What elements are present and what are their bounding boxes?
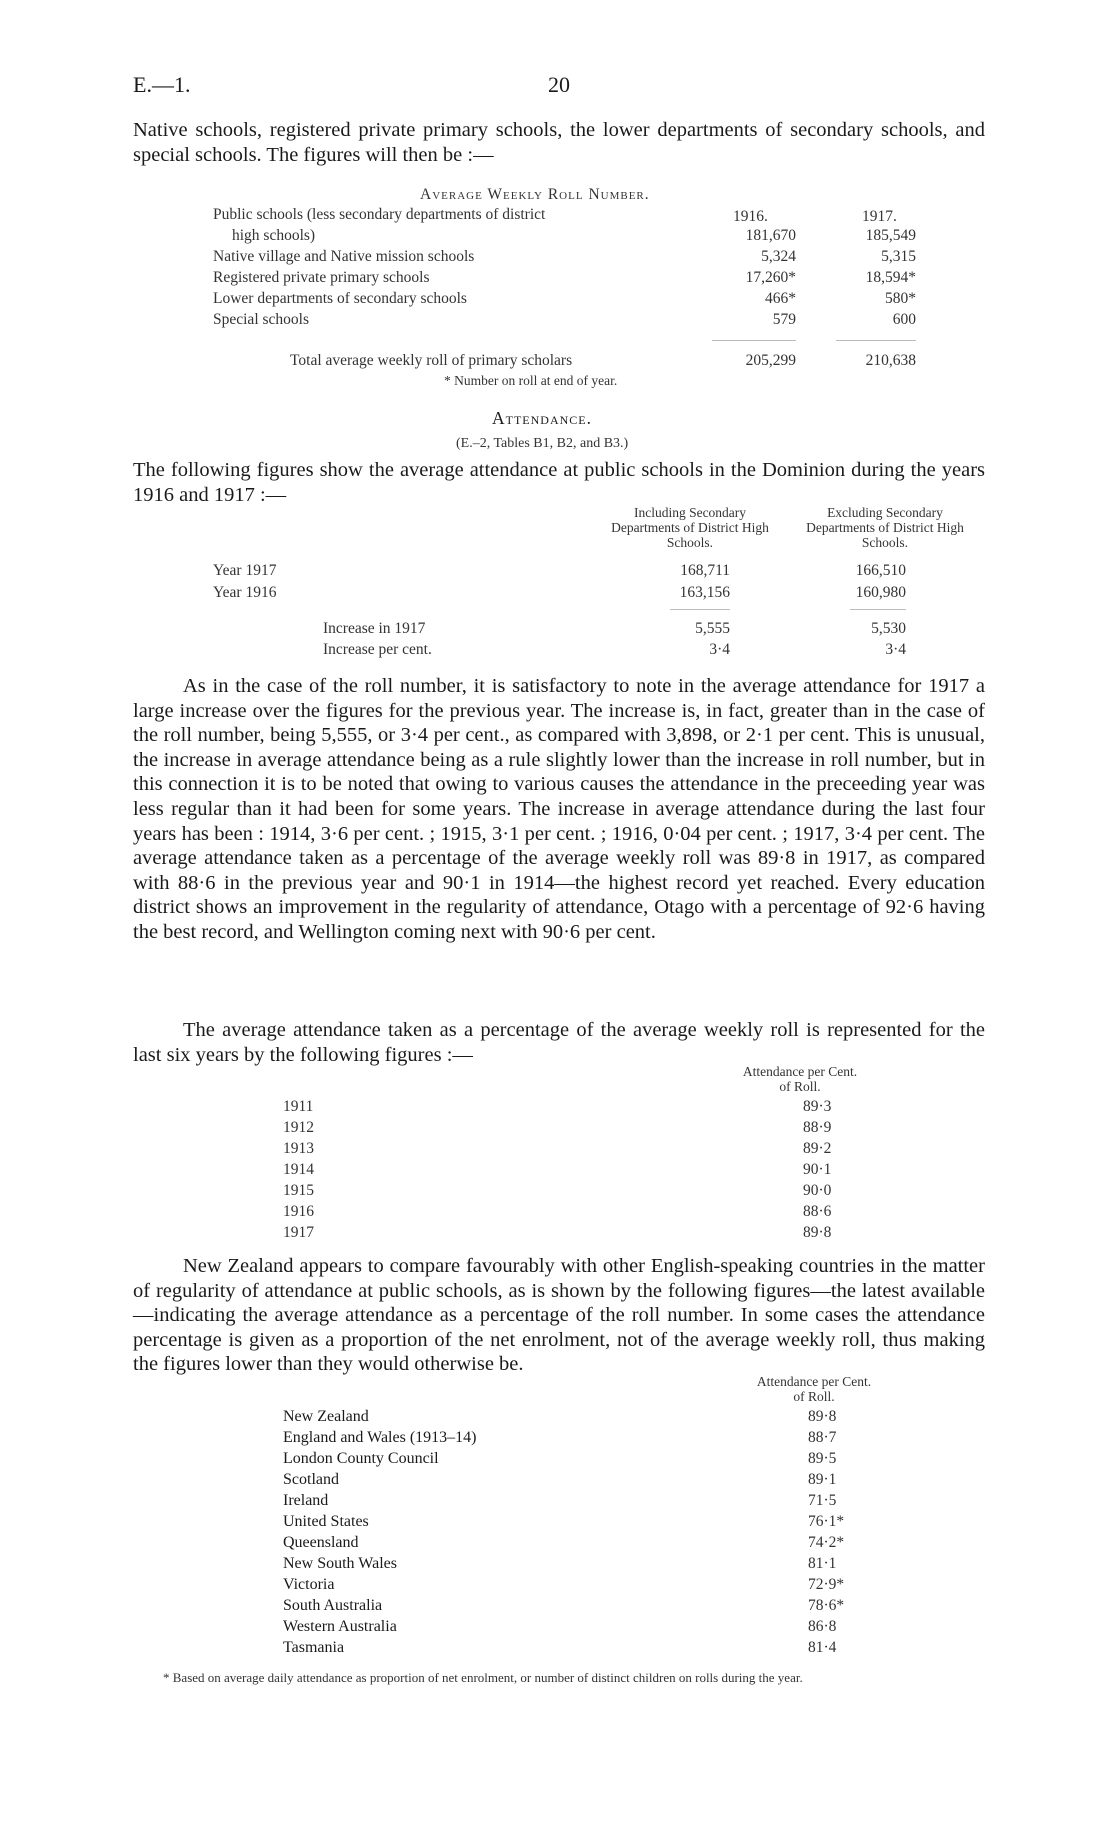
country-value: 81·4 [808, 1639, 837, 1656]
country-value: 72·9* [808, 1576, 845, 1593]
increase-label: Increase in 1917 [323, 620, 426, 637]
roll-row-1917: 600 [892, 311, 916, 328]
years-col-header: Attendance per Cent. of Roll. [742, 1064, 858, 1094]
roll-col-1917: 1917. [862, 208, 897, 225]
total-rule [836, 340, 916, 341]
attendance-intro: The following figures show the average attendance at public schools in the Dominion during the years 1916 and 1917 :— [133, 459, 985, 506]
year-label: 1912 [283, 1119, 314, 1136]
country-name: England and Wales (1913–14) [283, 1429, 477, 1446]
comparison-paragraph: New Zealand appears to compare favourably with other English-speaking countries in the matter of regularity of attendance at public schools, as is shown by the following figures—the latest available—indicating the average attendance as a percentage of the roll number. In some cases the attendance percentage is given as a proportion of the net enrolment, not of the average weekly roll, thus making the figures lower than they would otherwise be. [133, 1255, 985, 1376]
roll-table-title: Average Weekly Roll Number. [420, 186, 650, 203]
attendance-row-incl: 168,711 [680, 562, 730, 579]
roll-row-label: Native village and Native mission schools [213, 248, 475, 265]
roll-total-1916: 205,299 [745, 352, 796, 369]
country-name: Western Australia [283, 1618, 397, 1635]
increase-pct-label: Increase per cent. [323, 641, 432, 658]
col-including-secondary: Including Secondary Departments of District High Schools. [611, 505, 769, 550]
country-value: 76·1* [808, 1513, 845, 1530]
year-label: 1916 [283, 1203, 314, 1220]
attendance-subheading: (E.–2, Tables B1, B2, and B3.) [456, 436, 629, 451]
page-number: 20 [548, 72, 570, 97]
increase-pct-incl: 3·4 [709, 641, 730, 658]
year-value: 89·3 [803, 1098, 832, 1115]
year-value: 88·6 [803, 1203, 832, 1220]
country-name: Tasmania [283, 1639, 345, 1656]
attendance-discussion-paragraph: As in the case of the roll number, it is satisfactory to note in the average attendance for 1917 a large increase over the figures for the previous year. The increase is, in fact, greater than in the case of the roll number, being 5,555, or 3·4 per cent., as compared with 3,898, or 2·1 per cent. This is unusual, the increase in average attendance being as a rule slightly lower than the increase in roll number, but in this connection it is to be noted that owing to various causes the attendance in the preceeding year was less regular than it had been for some years. The increase in average attendance during the last four years has been : 1914, 3·6 per cent. ; 1915, 3·1 per cent. ; 1916, 0·04 per cent. ; 1917, 3·4 per cent. The average attendance taken as a percentage of the average weekly roll was 89·8 in 1917, as compared with 88·6 in the previous year and 90·1 in 1914—the highest record yet reached. Every education district shows an improvement in the regularity of attendance, Otago with a percentage of 92·6 having the best record, and Wellington coming next with 90·6 per cent. [133, 675, 985, 943]
roll-row-1917: 18,594* [865, 269, 916, 286]
roll-row-label-cont: high schools) [232, 227, 316, 244]
year-value: 89·2 [803, 1140, 832, 1157]
country-name: Victoria [283, 1576, 335, 1593]
country-name: South Australia [283, 1597, 383, 1614]
roll-row-label: Public schools (less secondary departments of district [213, 206, 546, 223]
roll-total-1917: 210,638 [865, 352, 916, 369]
countries-col-header: Attendance per Cent. of Roll. [756, 1374, 872, 1404]
year-value: 89·8 [803, 1224, 832, 1241]
roll-row-label: Lower departments of secondary schools [213, 290, 467, 307]
country-value: 81·1 [808, 1555, 837, 1572]
roll-row-1916: 181,670 [745, 227, 796, 244]
country-value: 89·1 [808, 1471, 837, 1488]
year-value: 88·9 [803, 1119, 832, 1136]
year-label: 1915 [283, 1182, 314, 1199]
roll-row-1916: 17,260* [745, 269, 796, 286]
country-value: 78·6* [808, 1597, 845, 1614]
intro-paragraph: Native schools, registered private primary schools, the lower departments of secondary schools, and special schools. The figures will then be :— [133, 119, 985, 166]
country-name: New Zealand [283, 1408, 369, 1425]
attendance-row-label: Year 1916 [213, 584, 277, 601]
country-value: 89·8 [808, 1408, 837, 1425]
roll-row-1917: 580* [885, 290, 916, 307]
roll-row-1916: 579 [772, 311, 796, 328]
country-value: 71·5 [808, 1492, 837, 1509]
country-name: Ireland [283, 1492, 329, 1509]
year-label: 1914 [283, 1161, 314, 1178]
attendance-row-excl: 166,510 [855, 562, 906, 579]
roll-row-1917: 5,315 [881, 248, 916, 265]
roll-row-label: Special schools [213, 311, 309, 328]
total-rule [712, 340, 796, 341]
increase-incl: 5,555 [695, 620, 730, 637]
increase-rule [670, 609, 730, 610]
col-excluding-secondary: Excluding Secondary Departments of District High Schools. [806, 505, 964, 550]
attendance-row-label: Year 1917 [213, 562, 277, 579]
country-value: 88·7 [808, 1429, 837, 1446]
attendance-row-incl: 163,156 [679, 584, 730, 601]
six-years-intro: The average attendance taken as a percentage of the average weekly roll is represented for the last six years by the following figures :— [133, 1019, 985, 1066]
roll-col-1916: 1916. [733, 208, 768, 225]
increase-rule [850, 609, 906, 610]
country-name: London County Council [283, 1450, 439, 1467]
roll-row-1917: 185,549 [865, 227, 916, 244]
increase-pct-excl: 3·4 [885, 641, 906, 658]
roll-footnote: * Number on roll at end of year. [444, 373, 618, 388]
country-name: Scotland [283, 1471, 339, 1488]
country-name: United States [283, 1513, 369, 1530]
attendance-heading: Attendance. [492, 408, 593, 428]
countries-footnote: * Based on average daily attendance as proportion of net enrolment, or number of distinct children on rolls during the year. [163, 1670, 803, 1685]
year-label: 1917 [283, 1224, 314, 1241]
attendance-row-excl: 160,980 [855, 584, 906, 601]
roll-total-label: Total average weekly roll of primary scholars [290, 352, 573, 369]
document-ref: E.—1. [133, 72, 191, 97]
roll-row-label: Registered private primary schools [213, 269, 430, 286]
year-value: 90·0 [803, 1182, 832, 1199]
roll-row-1916: 466* [765, 290, 796, 307]
year-label: 1911 [283, 1098, 314, 1115]
increase-excl: 5,530 [871, 620, 906, 637]
country-value: 89·5 [808, 1450, 837, 1467]
year-value: 90·1 [803, 1161, 832, 1178]
country-value: 86·8 [808, 1618, 837, 1635]
year-label: 1913 [283, 1140, 314, 1157]
country-value: 74·2* [808, 1534, 845, 1551]
country-name: New South Wales [283, 1555, 397, 1572]
roll-row-1916: 5,324 [761, 248, 796, 265]
country-name: Queensland [283, 1534, 359, 1551]
